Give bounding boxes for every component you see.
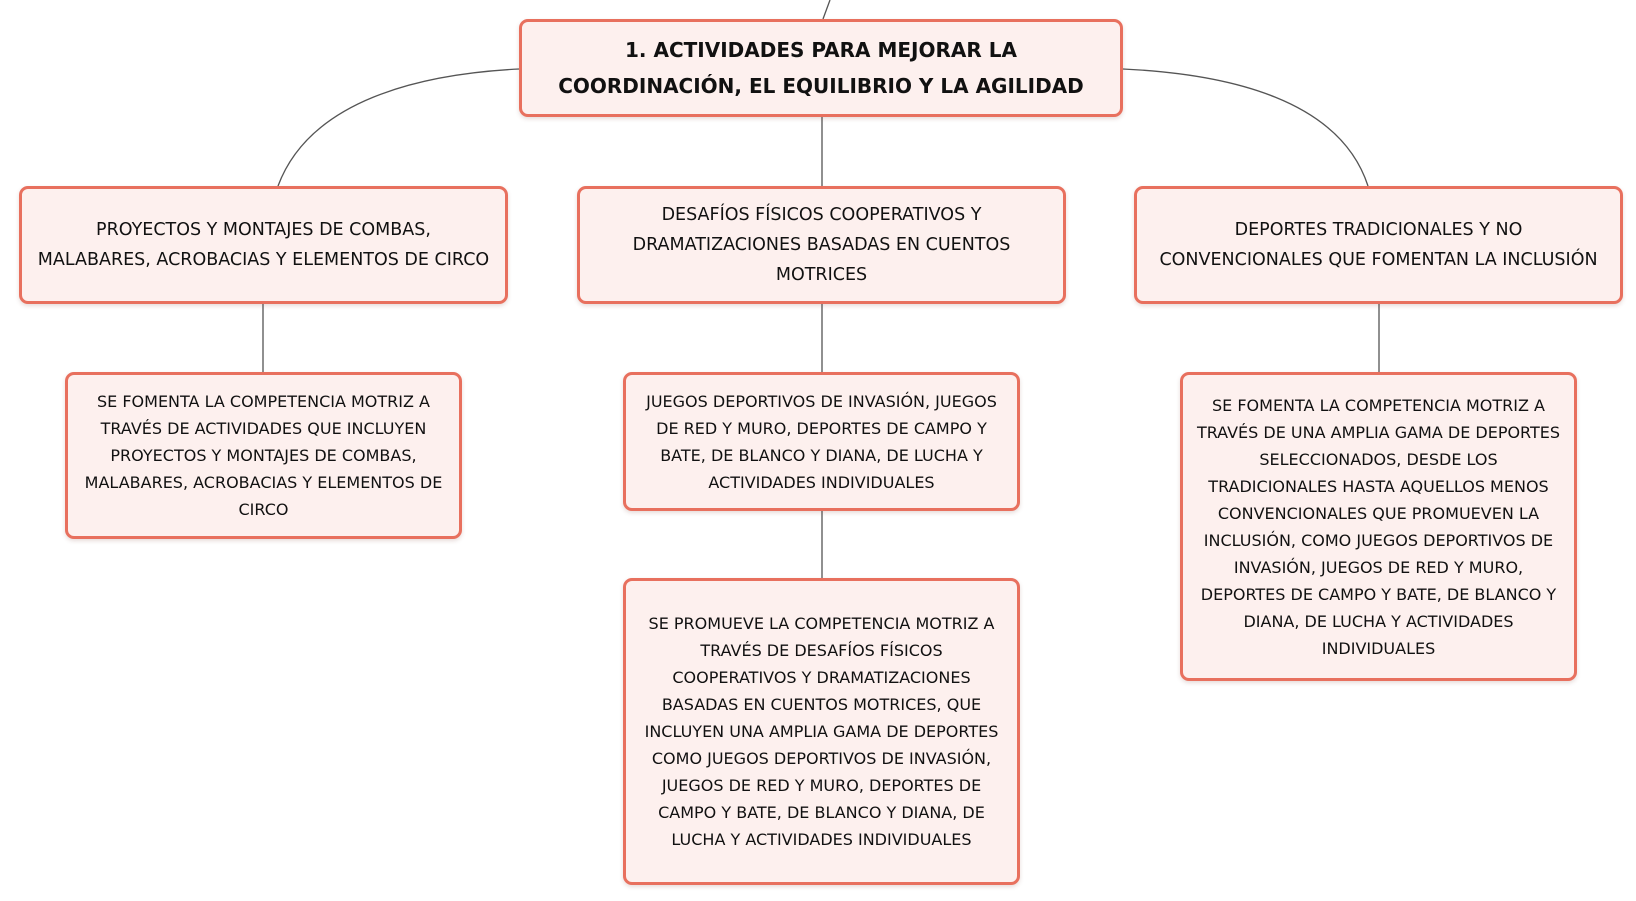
branch-line: DESAFÍOS FÍSICOS COOPERATIVOS Y	[661, 205, 982, 225]
branch-node-desafios[interactable]	[577, 186, 1066, 304]
detail-line: CIRCO	[238, 500, 289, 519]
detail-node-juegos[interactable]	[623, 372, 1020, 511]
detail-node-text	[85, 388, 443, 523]
detail-line: COMO JUEGOS DEPORTIVOS DE INVASIÓN,	[651, 749, 992, 768]
detail-line: SELECCIONADOS, DESDE LOS	[1259, 449, 1498, 469]
detail-line: DEPORTES DE CAMPO Y BATE, DE BLANCO Y	[1200, 584, 1557, 604]
detail-line: CONVENCIONALES QUE PROMUEVEN LA	[1217, 503, 1540, 523]
detail-node-text	[1197, 392, 1560, 662]
root-node[interactable]	[519, 19, 1123, 117]
detail-line: BATE, DE BLANCO Y DIANA, DE LUCHA Y	[660, 445, 983, 465]
detail-line: JUEGOS DE RED Y MURO, DEPORTES DE	[661, 776, 982, 795]
detail-line: DE RED Y MURO, DEPORTES DE CAMPO Y	[656, 418, 987, 438]
detail-node-text	[646, 388, 997, 496]
branch-line: DRAMATIZACIONES BASADAS EN CUENTOS	[632, 235, 1011, 255]
detail-line: JUEGOS DEPORTIVOS DE INVASIÓN, JUEGOS	[646, 391, 997, 411]
detail-line: TRADICIONALES HASTA AQUELLOS MENOS	[1208, 476, 1549, 496]
branch-node-text	[38, 215, 489, 275]
branch-line: MOTRICES	[775, 265, 868, 285]
detail-line: SE FOMENTA LA COMPETENCIA MOTRIZ A	[1211, 395, 1545, 415]
detail-line: SE PROMUEVE LA COMPETENCIA MOTRIZ A	[648, 614, 995, 633]
branch-node-text	[1159, 215, 1597, 275]
connector-root-right	[1123, 69, 1368, 186]
detail-node-circo[interactable]	[65, 372, 462, 539]
detail-line: COOPERATIVOS Y DRAMATIZACIONES	[672, 668, 971, 687]
detail-line: BASADAS EN CUENTOS MOTRICES, QUE	[661, 695, 982, 714]
root-line: COORDINACIÓN, EL EQUILIBRIO Y LA AGILIDAD	[558, 74, 1084, 98]
detail-line: MALABARES, ACROBACIAS Y ELEMENTOS DE	[84, 473, 443, 492]
root-line: 1. ACTIVIDADES PARA MEJORAR LA	[625, 38, 1017, 62]
detail-line: DIANA, DE LUCHA Y ACTIVIDADES	[1243, 611, 1514, 631]
detail-line: INDIVIDUALES	[1321, 638, 1436, 658]
branch-node-circo[interactable]	[19, 186, 508, 304]
detail-line: TRAVÉS DE DESAFÍOS FÍSICOS	[700, 641, 943, 660]
detail-node-deportes[interactable]	[1180, 372, 1577, 681]
connector-root-left	[278, 69, 519, 186]
detail-line: SE FOMENTA LA COMPETENCIA MOTRIZ A	[96, 392, 430, 411]
branch-line: DEPORTES TRADICIONALES Y NO	[1234, 220, 1523, 240]
detail-line: ACTIVIDADES INDIVIDUALES	[708, 472, 935, 492]
detail-line: TRAVÉS DE ACTIVIDADES QUE INCLUYEN	[100, 419, 427, 438]
detail-line: INCLUYEN UNA AMPLIA GAMA DE DEPORTES	[644, 722, 999, 741]
detail-line: TRAVÉS DE UNA AMPLIA GAMA DE DEPORTES	[1196, 422, 1561, 442]
detail-node-text	[645, 610, 999, 853]
detail-line: LUCHA Y ACTIVIDADES INDIVIDUALES	[671, 830, 972, 849]
branch-line: CONVENCIONALES QUE FOMENTAN LA INCLUSIÓN	[1159, 250, 1598, 270]
root-node-text	[558, 32, 1084, 104]
connector-incoming	[823, 0, 830, 19]
branch-node-deportes[interactable]	[1134, 186, 1623, 304]
branch-line: PROYECTOS Y MONTAJES DE COMBAS,	[96, 220, 431, 240]
detail-line: CAMPO Y BATE, DE BLANCO Y DIANA, DE	[658, 803, 985, 822]
detail-line: INCLUSIÓN, COMO JUEGOS DEPORTIVOS DE	[1203, 530, 1554, 550]
branch-line: MALABARES, ACROBACIAS Y ELEMENTOS DE CIRCO	[37, 250, 490, 270]
detail-line: PROYECTOS Y MONTAJES DE COMBAS,	[110, 446, 417, 465]
detail-line: INVASIÓN, JUEGOS DE RED Y MURO,	[1233, 557, 1524, 577]
branch-node-text	[633, 200, 1011, 290]
detail-node-desafios[interactable]	[623, 578, 1020, 885]
